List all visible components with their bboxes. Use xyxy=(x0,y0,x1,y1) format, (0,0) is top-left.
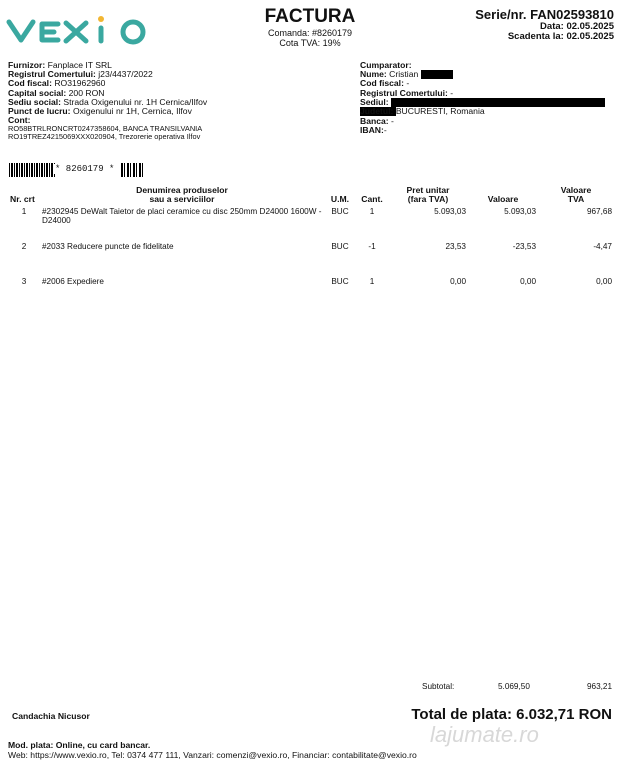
row-nr: 3 xyxy=(21,277,27,286)
row-vat: 967,68 xyxy=(586,207,612,216)
buyer-county: BUCURESTI, Romania xyxy=(395,106,485,117)
table-row xyxy=(8,207,614,242)
col-unit-price-line2: (fara TVA) xyxy=(407,194,449,204)
buyer-name: Cristian xyxy=(389,69,419,80)
row-vat: 0,00 xyxy=(596,277,612,286)
invoice-date: Data: 02.05.2025 xyxy=(540,21,614,32)
barcode xyxy=(9,163,143,177)
barcode-bars xyxy=(9,163,55,177)
due-date: Scadenta la: 02.05.2025 xyxy=(507,31,614,42)
col-description-line2: sau a serviciilor xyxy=(149,194,215,204)
row-description: #2302945 DeWalt Taietor de placi ceramice cu disc 250mm D24000 1600W - D24000 xyxy=(42,207,322,225)
table-row xyxy=(8,242,614,277)
buyer-label: Cumparator: xyxy=(360,60,412,70)
col-unit-price xyxy=(388,186,468,207)
invoice-series-block xyxy=(475,8,614,42)
supplier-account-1: RO58BTRLRONCRT0247358604, BANCA TRANSILVANIA xyxy=(8,124,203,134)
buyer-iban: - xyxy=(383,124,387,135)
buyer-cf-label: Cod fiscal: xyxy=(360,78,404,89)
supplier-hq-label: Sediu social: xyxy=(8,96,62,107)
row-unit-price: 23,53 xyxy=(445,242,466,251)
buyer-hq-label: Sediul: xyxy=(360,96,389,107)
subtotal-label: Subtotal: xyxy=(422,682,455,691)
row-unit-price: 5.093,03 xyxy=(434,207,466,216)
col-unit-price-line1: Pret unitar xyxy=(406,185,450,195)
col-description-line1: Denumirea produselor xyxy=(136,185,228,195)
supplier-capital: 200 RON xyxy=(68,87,105,98)
row-description: #2033 Reducere puncte de fidelitate xyxy=(42,242,174,251)
row-nr: 2 xyxy=(21,242,27,251)
table-row xyxy=(8,277,614,312)
invoice-series: Serie/nr. FAN02593810 xyxy=(475,7,614,22)
subtotal-vat: 963,21 xyxy=(587,682,613,691)
buyer-reg-label: Registrul Comertului: xyxy=(360,87,448,98)
row-value: 0,00 xyxy=(520,277,536,286)
vat-rate: Cota TVA: 19% xyxy=(279,38,341,48)
supplier-cf: RO31962960 xyxy=(54,78,106,89)
supplier-workpoint-label: Punct de lucru: xyxy=(8,106,71,117)
supplier-label: Furnizor: xyxy=(8,60,46,70)
supplier-account-label: Cont: xyxy=(8,115,31,126)
row-unit-price: 0,00 xyxy=(450,277,466,286)
col-vat-line2: TVA xyxy=(567,194,585,204)
row-nr: 1 xyxy=(21,207,27,216)
buyer-iban-label: IBAN: xyxy=(360,124,384,135)
row-um: BUC xyxy=(331,207,349,216)
col-vat-line1: Valoare xyxy=(560,185,592,195)
supplier-block xyxy=(8,61,308,141)
total-due: Total de plata: 6.032,71 RON xyxy=(411,706,612,723)
table-header-row xyxy=(8,186,614,207)
items-table xyxy=(8,186,614,312)
buyer-bank: - xyxy=(391,115,394,126)
watermark: lajumate.ro xyxy=(430,722,539,747)
supplier-workpoint: Oxigenului nr 1H, Cernica, Ilfov xyxy=(72,106,192,117)
invoice-title: FACTURA xyxy=(264,6,356,27)
supplier-hq: Strada Oxigenului nr. 1H Cernica/Ilfov xyxy=(63,96,208,107)
contact-line: Web: https://www.vexio.ro, Tel: 0374 477 111, Vanzari: comenzi@vexio.ro, Financiar: contabilitate@vexio.ro xyxy=(8,750,417,760)
row-um: BUC xyxy=(331,277,349,286)
subtotal-value: 5.069,50 xyxy=(498,682,530,691)
col-um: U.M. xyxy=(330,194,350,204)
col-vat xyxy=(538,186,614,207)
row-value: -23,53 xyxy=(512,242,536,251)
row-value: 5.093,03 xyxy=(504,207,536,216)
col-description xyxy=(40,186,324,207)
vexio-logo xyxy=(6,14,158,46)
buyer-cf: - xyxy=(406,78,410,89)
row-vat: -4,47 xyxy=(593,242,612,251)
signer-name: Candachia Nicusor xyxy=(12,711,90,721)
row-qty: 1 xyxy=(369,207,375,216)
supplier-reg: j23/4437/2022 xyxy=(98,69,153,80)
col-qty: Cant. xyxy=(361,194,383,204)
payment-method: Mod. plata: Online, cu card bancar. xyxy=(8,740,151,750)
row-um: BUC xyxy=(331,242,349,251)
supplier-capital-label: Capital social: xyxy=(8,87,67,98)
buyer-name-label: Nume: xyxy=(360,69,387,80)
supplier-cf-label: Cod fiscal: xyxy=(8,78,52,89)
invoice-title-block xyxy=(230,6,390,48)
footer xyxy=(8,740,417,760)
supplier-account-2: RO19TREZ4215069XXX020904, Trezorerie operativa Ilfov xyxy=(8,132,201,142)
row-qty: -1 xyxy=(368,242,376,251)
buyer-county-label: Judetul: xyxy=(360,106,394,117)
col-value: Valoare xyxy=(487,194,519,204)
buyer-reg: - xyxy=(450,87,454,98)
order-number: Comanda: #8260179 xyxy=(267,28,353,38)
buyer-block xyxy=(360,61,615,135)
barcode-text: * 8260179 * xyxy=(55,164,115,174)
buyer-bank-label: Banca: xyxy=(360,115,389,126)
redacted-block xyxy=(421,70,453,79)
supplier-name: Fanplace IT SRL xyxy=(47,60,112,70)
barcode-bars xyxy=(121,163,143,177)
supplier-reg-label: Registrul Comertului: xyxy=(8,69,96,80)
col-nr: Nr. crt xyxy=(10,194,35,204)
row-description: #2006 Expediere xyxy=(42,277,104,286)
row-qty: 1 xyxy=(369,277,375,286)
